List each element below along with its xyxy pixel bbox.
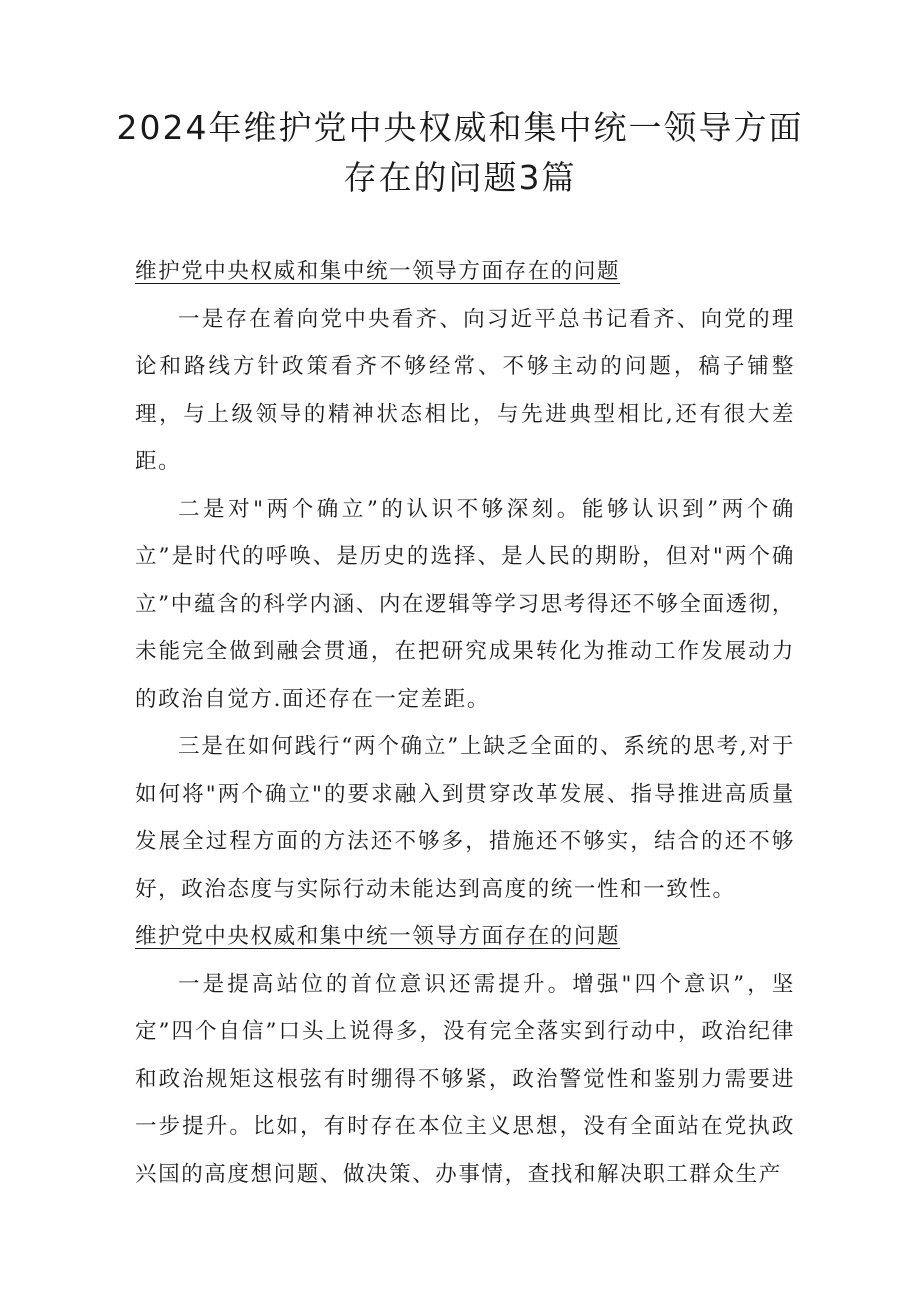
document-title: 2024年维护党中央权威和集中统一领导方面存在的问题3篇 bbox=[116, 108, 804, 197]
section-heading: 维护党中央权威和集中统一领导方面存在的问题 bbox=[135, 259, 621, 284]
document-body bbox=[135, 248, 795, 1198]
paragraph: 三是在如何践行“两个确立”上缺乏全面的、系统的思考,对于如何将"两个确立"的要求融入到贯穿改革发展、指导推进高质量发展全过程方面的方法还不够多，措施还不够实，结合的还不够好，政治态度与实际行动未能达到高度的统一性和一致性。 bbox=[135, 734, 795, 902]
paragraph: 二是对"两个确立”的认识不够深刻。能够认识到”两个确立”是时代的呼唤、是历史的选择、是人民的期盼，但对"两个确立”中蕴含的科学内涵、内在逻辑等学习思考得还不够全面透彻，未能完全做到融会贯通，在把研究成果转化为推动工作发展动力的政治自觉方.面还存在一定差距。 bbox=[135, 496, 795, 712]
paragraph: 一是存在着向党中央看齐、向习近平总书记看齐、向党的理论和路线方针政策看齐不够经常、不够主动的问题，稿子铺整理，与上级领导的精神状态相比，与先进典型相比,还有很大差距。 bbox=[135, 306, 795, 474]
section-heading: 维护党中央权威和集中统一领导方面存在的问题 bbox=[135, 924, 621, 949]
paragraph: 一是提高站位的首位意识还需提升。增强"四个意识”，坚定”四个自信”口头上说得多，没有完全落实到行动中，政治纪律和政治规矩这根弦有时绷得不够紧，政治警觉性和鉴别力需要进一步提升。比如，有时存在本位主义思想，没有全面站在党执政兴国的高度想问题、做决策、办事情，查找和解决职工群众生产 bbox=[135, 971, 795, 1187]
